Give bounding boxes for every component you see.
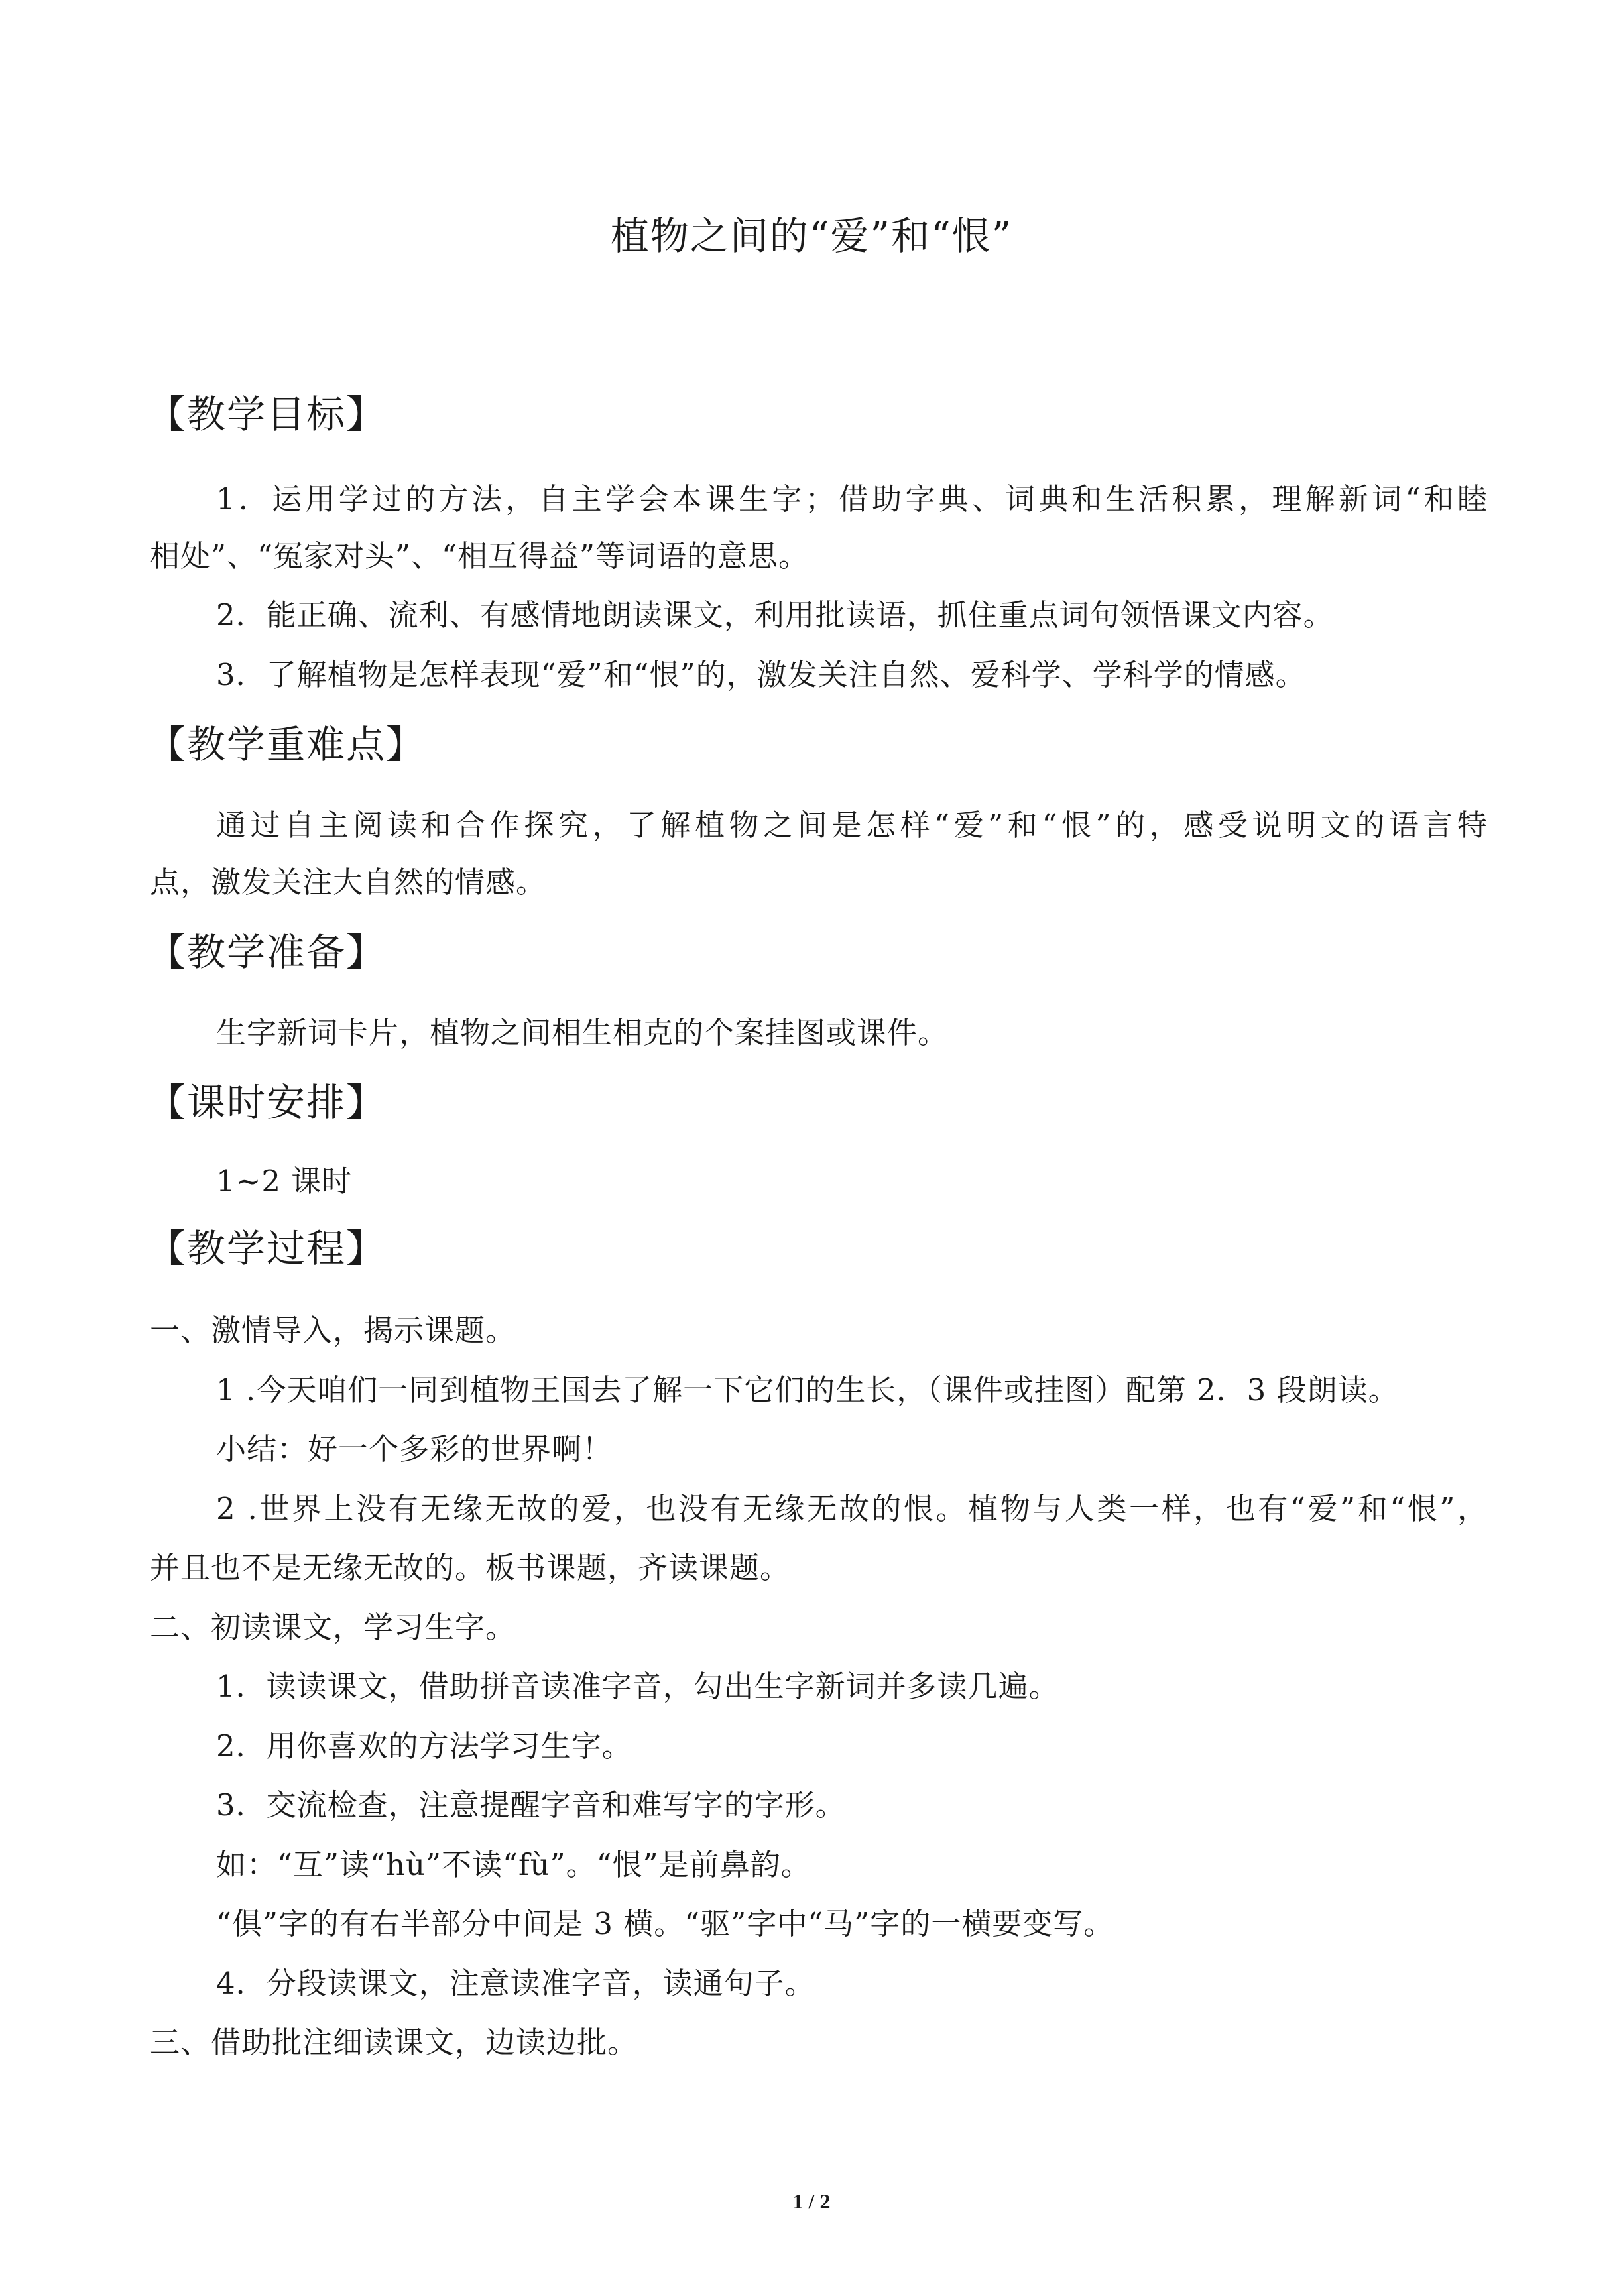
process-line: 3．交流检查，注意提醒字音和难写字的字形。 [216, 1787, 846, 1823]
process-line: 2．用你喜欢的方法学习生字。 [216, 1728, 632, 1764]
process-line: 并且也不是无缘无故的。板书课题，齐读课题。 [150, 1550, 791, 1585]
objective-item-3: 3．了解植物是怎样表现“爱”和“恨”的，激发关注自然、爱科学、学科学的情感。 [216, 657, 1306, 692]
key-points-line-2: 点，激发关注大自然的情感。 [150, 865, 547, 900]
process-line: 4．分段读课文，注意读准字音，读通句子。 [216, 1966, 815, 2001]
process-line: 1．读读课文，借助拼音读准字音，勾出生字新词并多读几遍。 [216, 1669, 1059, 1704]
process-section-1-title: 一、激情导入，揭示课题。 [150, 1313, 516, 1348]
schedule-text: 1~2 课时 [216, 1164, 353, 1199]
process-line: 1 .今天咱们一同到植物王国去了解一下它们的生长，（课件或挂图）配第 2．3 段朗读。 [216, 1372, 1399, 1408]
process-line: “俱”字的有右半部分中间是 3 横。“驱”字中“马”字的一横要变写。 [216, 1906, 1114, 1941]
objective-item-2: 2．能正确、流利、有感情地朗读课文，利用批读语，抓住重点词句领悟课文内容。 [216, 597, 1334, 633]
process-section-3-title: 三、借助批注细读课文，边读边批。 [150, 2025, 638, 2060]
preparation-heading: 【教学准备】 [147, 930, 387, 975]
process-line: 2 .世界上没有无缘无故的爱，也没有无缘无故的恨。植物与人类一样，也有“爱”和“恨”， [216, 1491, 1488, 1526]
process-line: 如：“互”读“hù”不读“fù”。“恨”是前鼻韵。 [216, 1847, 812, 1882]
schedule-heading: 【课时安排】 [147, 1080, 387, 1125]
process-line: 小结：好一个多彩的世界啊！ [216, 1431, 613, 1467]
preparation-text: 生字新词卡片，植物之间相生相克的个案挂图或课件。 [216, 1015, 949, 1050]
process-heading: 【教学过程】 [147, 1226, 387, 1271]
objective-item-1-cont: 相处”、“冤家对头”、“相互得益”等词语的意思。 [150, 538, 810, 574]
objective-item-1: 1．运用学过的方法，自主学会本课生字；借助字典、词典和生活积累，理解新词“和睦 [216, 481, 1488, 516]
key-points-line-1: 通过自主阅读和合作探究，了解植物之间是怎样“爱”和“恨”的，感受说明文的语言特 [216, 808, 1488, 843]
process-section-2-title: 二、初读课文，学习生字。 [150, 1610, 516, 1645]
page-number: 1 / 2 [792, 2189, 831, 2213]
key-points-heading: 【教学重难点】 [147, 722, 426, 767]
objectives-heading: 【教学目标】 [147, 392, 387, 437]
document-title: 植物之间的“爱”和“恨” [610, 213, 1013, 259]
